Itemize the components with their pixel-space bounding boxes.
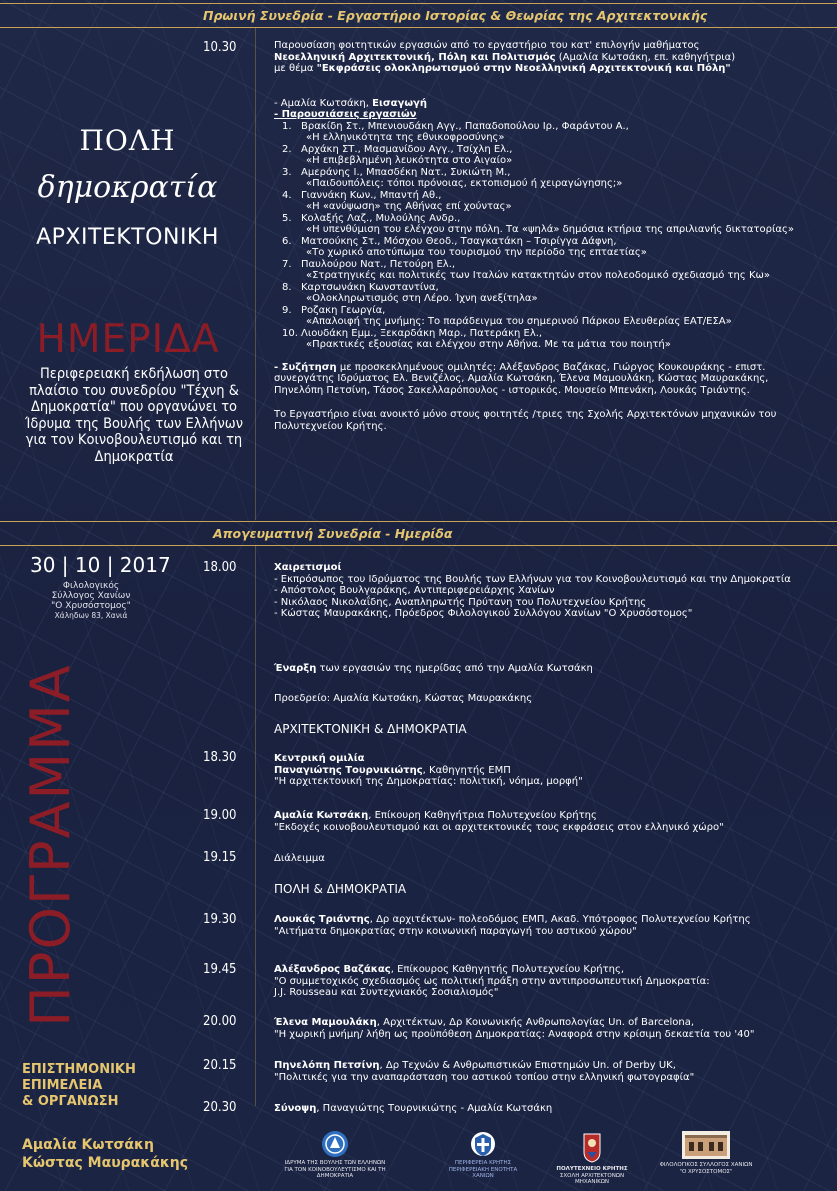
curation bbox=[22, 1062, 136, 1110]
presentation-authors: Ροζακη Γεωργία, bbox=[301, 304, 386, 316]
presentation-item bbox=[274, 259, 819, 282]
keynote-label: Κεντρική ομιλία bbox=[274, 753, 365, 764]
presentation-authors: Αμεράνης Ι., Μπασδέκη Νατ., Συκιώτη Μ., bbox=[301, 166, 511, 178]
keynote-role: , Καθηγητής ΕΜΠ bbox=[422, 764, 511, 776]
presentation-item bbox=[274, 236, 819, 259]
presentation-item bbox=[274, 213, 819, 236]
logo-4-name: ΦΙΛΟΛΟΓΙΚΟΣ ΣΥΛΛΟΓΟΣ ΧΑΝΙΩΝ bbox=[659, 1162, 753, 1168]
presentation-title: «Ολοκληρωτισμός στη Λέρο. Ίχνη ανεξίτηλα» bbox=[306, 293, 538, 304]
presentation-number: 1. bbox=[282, 120, 292, 132]
title-architektoniki: ΑΡΧΙΤΕΚΤΟΝΙΚΗ bbox=[36, 225, 219, 250]
time-2000: 20.00 bbox=[203, 1014, 237, 1029]
presentation-title: «Πρακτικές εξουσίας και ελέγχου στην Αθήνα. Με τα μάτια του ποιητή» bbox=[306, 339, 671, 350]
event-type: ΗΜΕΡΙΔΑ bbox=[36, 317, 220, 362]
kotsaki-role: , Επίκουρη Καθηγήτρια Πολυτεχνείου Κρήτης bbox=[368, 810, 597, 821]
presentation-item bbox=[274, 305, 819, 328]
header-rule-top bbox=[0, 3, 837, 4]
event-date: 30 | 10 | 2017 bbox=[30, 553, 171, 577]
mamoulaki-title: "Η χωρική μνήμη/ λήθη ως προϋπόθεση Δημοκρατίας: Αναφορά στην κρίσιμη δεκαετία του '40" bbox=[274, 1028, 755, 1040]
vazakas-title-1: "Ο συμμετοχικός σχεδιασμός ως πολιτική πράξη στην αντιπροσωπευτική Δημοκρατία: bbox=[274, 975, 710, 987]
presentation-item bbox=[274, 282, 819, 305]
presentation-item bbox=[274, 167, 819, 190]
curation-line-2: ΕΠΙΜΕΛΕΙΑ bbox=[22, 1078, 103, 1093]
presentation-title: «Στρατηγικές και πολιτικές των Ιταλών κατακτητών στον πολεοδομικό σχεδιασμό της Κω» bbox=[306, 270, 770, 281]
section-city-democracy: ΠΟΛΗ & ΔΗΜΟΚΡΑΤΙΑ bbox=[274, 882, 407, 896]
synopsis bbox=[274, 1103, 819, 1115]
greek-emblem-icon bbox=[470, 1130, 496, 1158]
presentation-item bbox=[274, 190, 819, 213]
presentation-item bbox=[274, 328, 819, 351]
discussion-text: με προσκεκλημένους ομιλητές: Αλέξανδρος Βαζάκας, Γιώργος Κουκουράκης - επιστ. συνεργάτης Ιδρύματος Ελ. Βενιζέλος, Αμαλία Κωτσάκη, Έλενα Μαμουλάκη, Κώστας Μαυρακάκης, Πηνελόπη Πετσίνη, Τάσος Σακελλαρόπουλος - ιστορικός. Μουσείο Μπενάκη, Λουκάς Τριάντης. bbox=[274, 361, 769, 396]
discussion bbox=[274, 362, 819, 397]
kotsaki-title: "Εκδοχές κοινοβουλευτισμού και οι αρχιτεκτονικές τους εκφράσεις στον ελληνικό χώρο" bbox=[274, 821, 724, 833]
logo-1-name: ΙΔΡΥΜΑ ΤΗΣ ΒΟΥΛΗΣ ΤΩΝ ΕΛΛΗΝΩΝ bbox=[284, 1160, 386, 1166]
mamoulaki-role: , Αρχιτέκτων, Δρ Κοινωνικής Ανθρωπολογίας Un. of Barcelona, bbox=[376, 1017, 695, 1028]
presentation-authors: Καρτσωνάκη Κωνσταντίνα, bbox=[301, 281, 439, 293]
title-poli: ΠΟΛΗ bbox=[79, 124, 176, 157]
intro-line-2 bbox=[274, 52, 819, 64]
greeting-item: - Απόστολος Βουλγαράκης, Αντιπεριφερειάρχης Χανίων bbox=[274, 585, 555, 596]
presentation-number: 4. bbox=[282, 189, 292, 201]
header-rule-bottom bbox=[0, 27, 837, 28]
morning-content bbox=[274, 40, 819, 432]
logo-1-sub: ΓΙΑ ΤΟΝ ΚΟΙΝΟΒΟΥΛΕΥΤΙΣΜΟ ΚΑΙ ΤΗ ΔΗΜΟΚΡΑΤΙΑ bbox=[284, 1166, 386, 1179]
presentation-title: «Απαλοιφή της μνήμης: Το παράδειγμα του σημερινού Πάρκου Ελευθερίας ΕΑΤ/ΕΣΑ» bbox=[306, 316, 732, 327]
petsini-name: Πηνελόπη Πετσίνη bbox=[274, 1060, 380, 1071]
venue bbox=[14, 581, 168, 621]
logo-region-crete bbox=[438, 1130, 528, 1180]
organizer-2: Κώστας Μαυρακάκης bbox=[22, 1155, 189, 1171]
start-line bbox=[274, 663, 819, 675]
vazakas-title-2: J.J. Rousseau και Συντεχνιακός Σοσιαλισμός" bbox=[274, 987, 499, 998]
presentation-authors: Γιαννάκη Κων., Μπαντή Αθ., bbox=[301, 189, 442, 201]
time-2030: 20.30 bbox=[203, 1100, 237, 1115]
venue-address: Χάληδων 83, Χανιά bbox=[54, 611, 128, 620]
time-2015: 20.15 bbox=[203, 1058, 237, 1073]
greeting-item: - Εκπρόσωπος του Ιδρύματος της Βουλής των Ελλήνων για τον Κοινοβουλευτισμό και την Δημοκρατία bbox=[274, 573, 791, 585]
course-instructor: (Αμαλία Κωτσάκη, επ. καθηγήτρια) bbox=[555, 51, 736, 63]
greetings-title: Χαιρετισμοί bbox=[274, 562, 342, 573]
venue-line-3: "Ο Χρυσόστομος" bbox=[51, 601, 131, 611]
presentations-list bbox=[274, 121, 819, 351]
intro-line-3 bbox=[274, 63, 819, 75]
morning-column-divider bbox=[255, 28, 256, 520]
society-building-icon bbox=[681, 1130, 731, 1160]
morning-time: 10.30 bbox=[203, 40, 237, 55]
time-1800: 18.00 bbox=[203, 560, 237, 575]
workshop-theme: "Εκφράσεις ολοκληρωτισμού στην Νεοελληνική Αρχιτεκτονική και Πόλη" bbox=[316, 63, 731, 74]
presentation-number: 5. bbox=[282, 212, 292, 224]
keynote-title: "Η αρχιτεκτονική της Δημοκρατίας: πολιτική, νόημα, μορφή" bbox=[274, 776, 583, 787]
time-1830: 18.30 bbox=[203, 750, 237, 765]
intro-line-1: Παρουσίαση φοιτητικών εργασιών από το εργαστήριο του κατ' επιλογήν μαθήματος bbox=[274, 40, 700, 51]
triantis-title: "Αιτήματα δημοκρατίας στην κοινωνική παραγωγή του αστικού χώρου" bbox=[274, 925, 637, 937]
presentation-title: «Το χωρικό αποτύπωμα του τουρισμού την περίοδο της επταετίας» bbox=[306, 247, 647, 258]
time-1915: 19.15 bbox=[203, 850, 237, 865]
talk-vazakas bbox=[274, 964, 819, 999]
afternoon-rule-top bbox=[0, 521, 837, 522]
parliament-foundation-icon bbox=[321, 1130, 349, 1158]
petsini-role: , Δρ Τεχνών & Ανθρωπιστικών Επιστημών Un. of Derby UK, bbox=[379, 1060, 676, 1071]
keynote-speaker: Παναγιώτης Τουρνικιώτης bbox=[274, 764, 423, 776]
triantis-name: Λουκάς Τριάντης bbox=[274, 914, 370, 925]
morning-session-header: Πρωινή Συνεδρία - Εργαστήριο Ιστορίας & Θεωρίας της Αρχιτεκτονικής bbox=[203, 8, 708, 23]
presentation-title: «Παιδουπόλεις: τόποι πρόνοιας, εκτοπισμού ή χειραγώγησης;» bbox=[306, 178, 623, 189]
greetings-block bbox=[274, 562, 819, 620]
presentations-heading-text: - Παρουσιάσεις εργασιών bbox=[274, 109, 417, 120]
presentation-authors: Λιουδάκη Εμμ., Ξεκαρδάκη Μαρ., Πατεράκη Ελ., bbox=[301, 327, 543, 339]
presentation-number: 9. bbox=[282, 304, 292, 316]
presentations-heading bbox=[274, 109, 819, 121]
triantis-role: , Δρ αρχιτέκτων- πολεοδόμος ΕΜΠ, Ακαδ. Υπότροφος Πολυτεχνείου Κρήτης bbox=[369, 914, 751, 925]
presentation-authors: Παυλούρου Νατ., Πετούρη Ελ., bbox=[301, 258, 456, 270]
discussion-label: - Συζήτηση bbox=[274, 361, 337, 373]
presentation-number: 2. bbox=[282, 143, 292, 155]
logo-3-sub: ΣΧΟΛΗ ΑΡΧΙΤΕΚΤΟΝΩΝ ΜΗΧΑΝΙΚΩΝ bbox=[559, 1172, 625, 1185]
presentation-number: 8. bbox=[282, 281, 292, 293]
presentation-item bbox=[274, 121, 819, 144]
intro-speaker bbox=[274, 98, 819, 110]
intro-theme-prefix: με θέμα bbox=[274, 63, 317, 74]
organizers bbox=[22, 1136, 188, 1172]
talk-petsini bbox=[274, 1060, 819, 1083]
logo-2-name: ΠΕΡΙΦΕΡΕΙΑ ΚΡΗΤΗΣ bbox=[454, 1160, 512, 1166]
presentation-title: «Η ελληνικότητα της εθνικοφροσύνης» bbox=[306, 132, 505, 143]
presentation-item bbox=[274, 144, 819, 167]
organizer-1: Αμαλία Κωτσάκη bbox=[22, 1137, 154, 1153]
intro-speaker-role: Εισαγωγή bbox=[372, 97, 427, 109]
logo-3-name: ΠΟΛΥΤΕΧΝΕΙΟ ΚΡΗΤΗΣ bbox=[556, 1166, 628, 1172]
time-1930: 19.30 bbox=[203, 912, 237, 927]
talk-mamoulaki bbox=[274, 1017, 819, 1040]
presentation-number: 10. bbox=[282, 327, 298, 339]
talk-triantis bbox=[274, 914, 819, 937]
presentation-authors: Βρακίδη Στ., Μπενιουδάκη Αγγ., Παπαδοπούλου Ιρ., Φαράντου Α., bbox=[301, 120, 629, 132]
venue-line-1: Φιλολογικός bbox=[62, 581, 120, 591]
vazakas-name: Αλέξανδρος Βαζάκας bbox=[274, 964, 391, 975]
curation-line-1: ΕΠΙΣΤΗΜΟΝΙΚΗ bbox=[22, 1062, 136, 1077]
greeting-item: - Κώστας Μαυρακάκης, Πρόεδρος Φιλολογικού Συλλόγου Χανίων "Ο Χρυσόστομος" bbox=[274, 608, 693, 619]
time-1900: 19.00 bbox=[203, 808, 237, 823]
venue-line-2: Σύλλογος Χανίων bbox=[51, 591, 131, 601]
presentation-authors: Ματσούκης Στ., Μόσχου Θεοδ., Τσαγκατάκη – Τσιρίγγα Δάφνη, bbox=[301, 235, 617, 247]
break: Διάλειμμα bbox=[274, 853, 325, 864]
logo-philological-society bbox=[656, 1130, 756, 1175]
presentation-authors: Αρχάκη ΣΤ., Μασμανίδου Αγγ., Τσίχλη Ελ., bbox=[301, 143, 513, 155]
vazakas-role: , Επίκουρος Καθηγητής Πολυτεχνείου Κρήτης, bbox=[390, 964, 625, 975]
logo-parliament-foundation bbox=[270, 1130, 400, 1180]
greeting-item: - Νικόλαος Νικολαΐδης, Αναπληρωτής Πρύτανη του Πολυτεχνείου Κρήτης bbox=[274, 596, 647, 608]
greetings-list bbox=[274, 574, 819, 620]
logo-2-sub: ΠΕΡΙΦΕΡΕΙΑΚΗ ΕΝΟΤΗΤΑ ΧΑΝΙΩΝ bbox=[448, 1166, 518, 1179]
synopsis-label: Σύνοψη bbox=[274, 1103, 317, 1114]
synopsis-text: , Παναγιώτης Τουρνικιώτης - Αμαλία Κωτσάκη bbox=[316, 1103, 553, 1114]
presentation-number: 3. bbox=[282, 166, 292, 178]
kotsaki-name: Αμαλία Κωτσάκη bbox=[274, 810, 369, 821]
presentation-number: 6. bbox=[282, 235, 292, 247]
presentation-authors: Κολαξής Λαζ., Μυλούλης Ανδρ., bbox=[301, 212, 461, 224]
afternoon-session-header: Απογευματινή Συνεδρία - Ημερίδα bbox=[213, 526, 453, 541]
presentation-title: «Η επιβεβλημένη λευκότητα στο Αιγαίο» bbox=[306, 155, 513, 166]
start-text: των εργασιών της ημερίδας από την Αμαλία Κωτσάκη bbox=[316, 663, 593, 674]
presentation-title: «Η υπενθύμιση του ελέγχου στην πόλη. Τα «ψηλά» δημόσια κτήρια της απριλιανής δικτατορίας» bbox=[306, 224, 794, 235]
start-label: Έναρξη bbox=[274, 663, 317, 674]
petsini-title: "Πολιτικές για την αναπαράσταση του αστικού τοπίου στην ελληνική φωτογραφία" bbox=[274, 1071, 695, 1083]
intro-speaker-name: - Αμαλία Κωτσάκη, bbox=[274, 97, 373, 109]
program-vertical: ΠΡΟΓΡΑΜΜΑ bbox=[19, 663, 82, 1027]
afternoon-column-divider bbox=[255, 546, 256, 1106]
workshop-note: Το Εργαστήριο είναι ανοικτό μόνο στους φοιτητές /τριες της Σχολής Αρχιτεκτόνων μηχανικών του Πολυτεχνείου Κρήτης. bbox=[274, 409, 777, 432]
presentation-title: «Η «ανύψωση» της Αθήνας επί χούντας» bbox=[306, 201, 512, 212]
time-1945: 19.45 bbox=[203, 962, 237, 977]
talk-kotsaki bbox=[274, 810, 819, 833]
presentation-number: 7. bbox=[282, 258, 292, 270]
section-architecture-democracy: ΑΡΧΙΤΕΚΤΟΝΙΚΗ & ΔΗΜΟΚΡΑΤΙΑ bbox=[274, 722, 467, 736]
event-description: Περιφερειακή εκδήλωση στο πλαίσιο του συνεδρίου "Τέχνη & Δημοκρατία" που οργανώνει το Ίδρυμα της Βουλής των Ελλήνων για τον Κοινοβουλευτισμό και τη Δημοκρατία bbox=[25, 366, 243, 465]
logo-4-sub: "Ο ΧΡΥΣΟΣΤΟΜΟΣ" bbox=[679, 1168, 733, 1175]
keynote bbox=[274, 753, 819, 788]
afternoon-rule-bottom bbox=[0, 545, 837, 546]
curation-line-3: & ΟΡΓΑΝΩΣΗ bbox=[22, 1094, 119, 1109]
mamoulaki-name: Έλενα Μαμουλάκη bbox=[274, 1017, 377, 1028]
university-crest-icon bbox=[580, 1130, 604, 1164]
logo-technical-university bbox=[542, 1130, 642, 1186]
chairs: Προεδρείο: Αμαλία Κωτσάκη, Κώστας Μαυρακάκης bbox=[274, 693, 533, 704]
title-dimokratia: δημοκρατία bbox=[37, 170, 218, 205]
course-name: Νεοελληνική Αρχιτεκτονική, Πόλη και Πολιτισμός bbox=[274, 51, 556, 63]
